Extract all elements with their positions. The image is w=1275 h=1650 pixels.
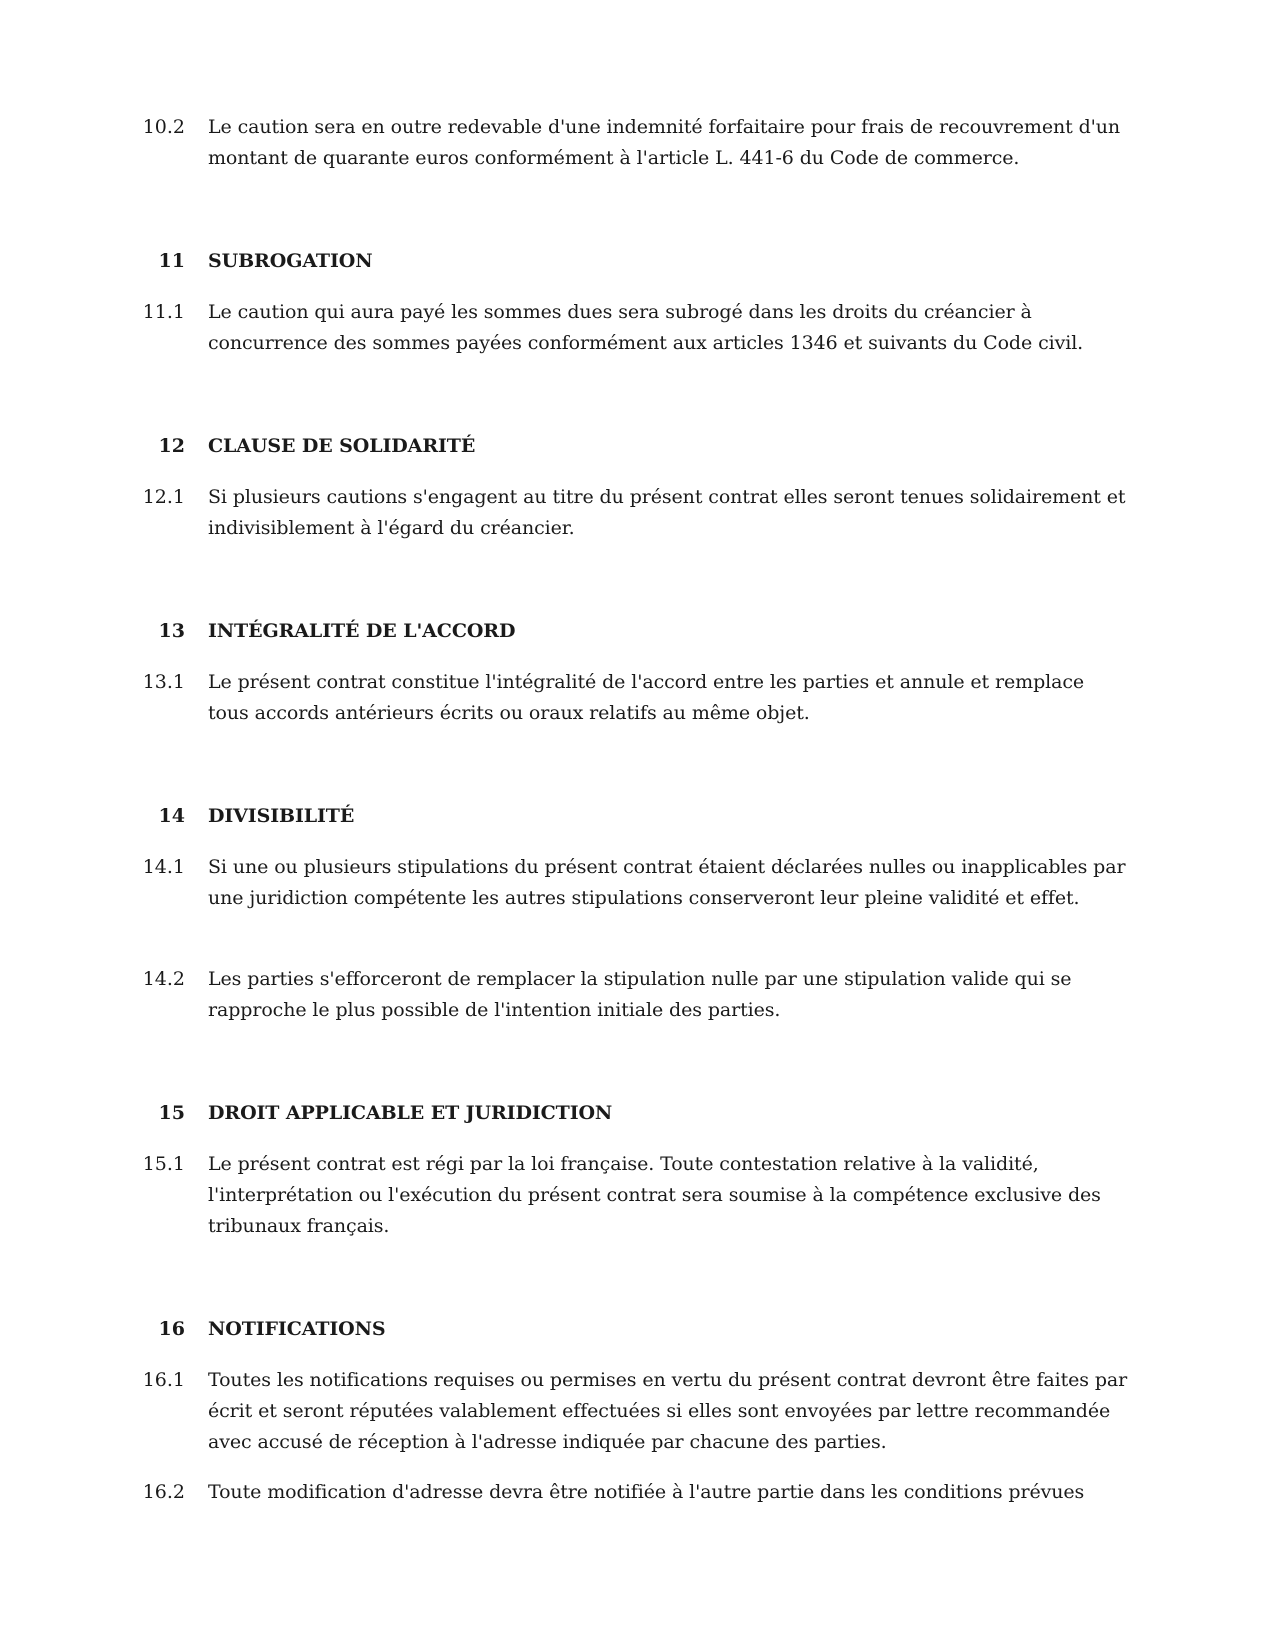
section-number: 15 [158, 1102, 185, 1124]
clause-text: Le caution sera en outre redevable d'une indemnité forfaitaire pour frais de recouvrement d'un montant de quarante euros conformément à l'article L. 441-6 du Code de commerce. [208, 116, 1121, 169]
clause-text: Si une ou plusieurs stipulations du présent contrat étaient déclarées nulles ou inapplicables par une juridiction compétente les autres stipulations conserveront leur pleine validité et effet. [208, 856, 1126, 909]
section-title: DIVISIBILITÉ [208, 805, 355, 827]
section-title: SUBROGATION [208, 250, 373, 272]
section-title: DROIT APPLICABLE ET JURIDICTION [208, 1102, 613, 1124]
section-number: 11 [158, 250, 185, 272]
clause-number: 15.1 [142, 1153, 185, 1175]
clause-number: 14.2 [142, 968, 185, 990]
clause-text: Les parties s'efforceront de remplacer la stipulation nulle par une stipulation valide qui se rapproche le plus possible de l'intention initiale des parties. [208, 968, 1072, 1021]
clause-text: Le caution qui aura payé les sommes dues sera subrogé dans les droits du créancier à concurrence des sommes payées conformément aux articles 1346 et suivants du Code civil. [208, 301, 1084, 354]
clause-text: Le présent contrat est régi par la loi française. Toute contestation relative à la validité, l'interprétation ou l'exécution du présent contrat sera soumise à la compétence exclusive des tribunaux français. [208, 1153, 1101, 1237]
section-number: 16 [158, 1318, 185, 1340]
clause-number: 10.2 [142, 116, 185, 138]
section-number: 12 [158, 435, 185, 457]
clause-text: Le présent contrat constitue l'intégralité de l'accord entre les parties et annule et remplace tous accords antérieurs écrits ou oraux relatifs au même objet. [208, 671, 1085, 724]
clause-text: Si plusieurs cautions s'engagent au titre du présent contrat elles seront tenues solidairement et indivisiblement à l'égard du créancier. [208, 486, 1126, 539]
clause-number: 13.1 [142, 671, 185, 693]
section-number: 13 [158, 620, 185, 642]
section-title: INTÉGRALITÉ DE L'ACCORD [208, 620, 516, 642]
clause-number: 11.1 [142, 301, 185, 323]
clause-number: 12.1 [142, 486, 185, 508]
section-title: NOTIFICATIONS [208, 1318, 386, 1340]
section-title: CLAUSE DE SOLIDARITÉ [208, 435, 476, 457]
clause-number: 14.1 [142, 856, 185, 878]
clause-number: 16.2 [142, 1481, 185, 1503]
clause-text: Toutes les notifications requises ou permises en vertu du présent contrat devront être faites par écrit et seront réputées valablement effectuées si elles sont envoyées par lettre recommandée avec accusé de réception à l'adresse indiquée par chacune des parties. [208, 1369, 1128, 1453]
clause-text: Toute modification d'adresse devra être notifiée à l'autre partie dans les conditions prévues [208, 1481, 1085, 1503]
clause-number: 16.1 [142, 1369, 185, 1391]
section-number: 14 [158, 805, 185, 827]
